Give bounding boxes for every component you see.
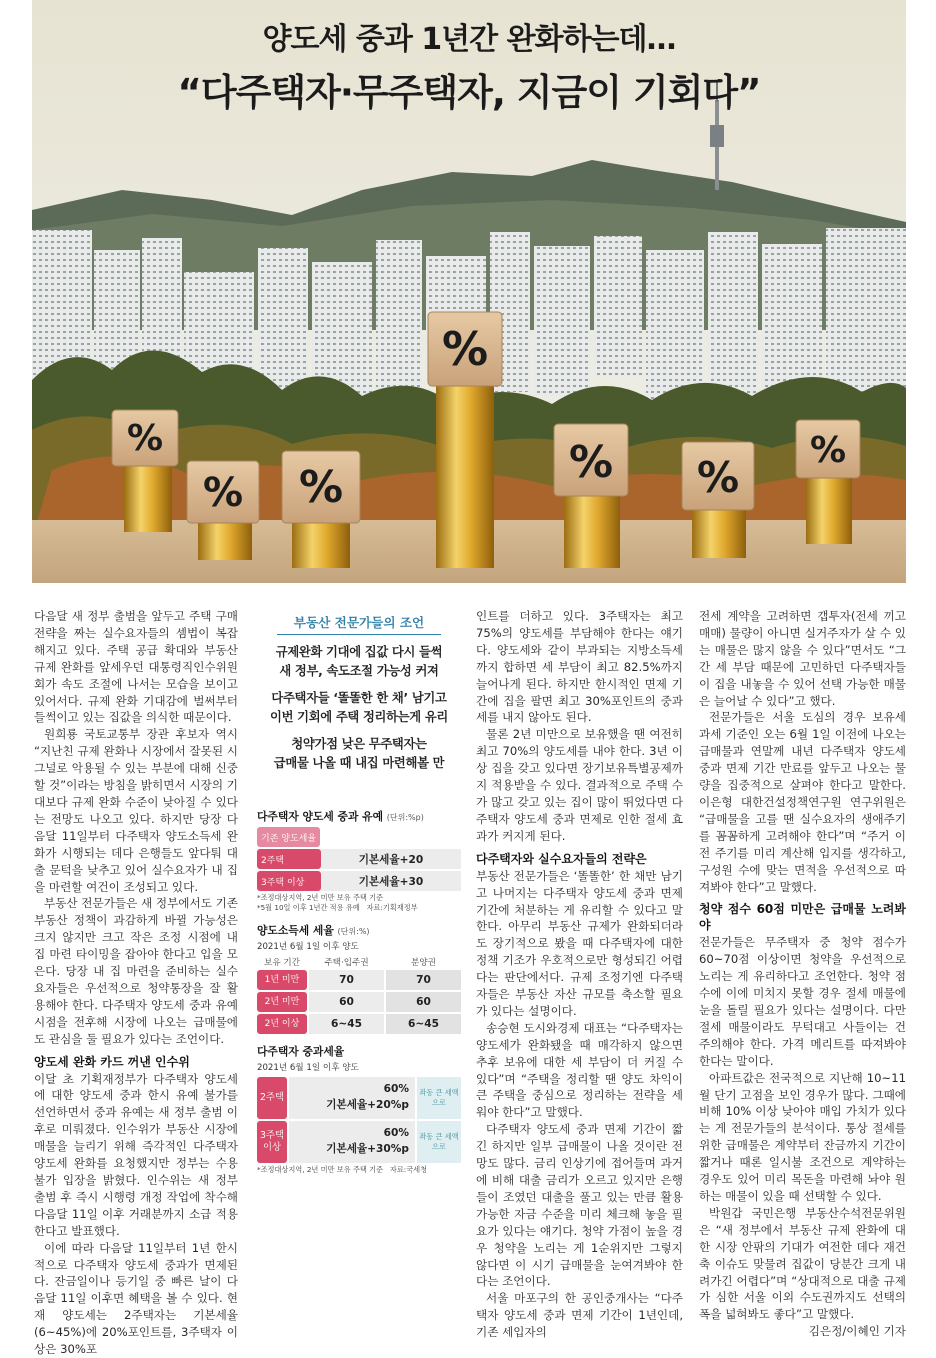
- headline-line2: “다주택자·무주택자, 지금이 기회다”: [177, 71, 761, 114]
- row-label: 2년 미만: [257, 992, 307, 1012]
- advice-text: 이번 기회에 주택 정리하는게 유리: [269, 710, 449, 724]
- paragraph: 부동산 전문가들은 새 정부에서도 기존 부동산 정책이 과감하게 바뀔 가능성은 크지 않지만 크고 작은 조정 시점에 내 집 마련 타이밍을 잡아야 한다고 입을 모은다. 당장 내 집 마련을 준비하는 실수요자들은 우선적으로 청약통장을 잘 활용해야 한다. 다주택자 양도세 중과 유예 시점을 전후해 시장에 나오는 급매물에도 관심을 둘 필요가 있다는 조언이다.: [34, 896, 238, 1046]
- row-value: 기본세율+30: [321, 871, 461, 891]
- note-text: *조정대상지역, 2년 미만 보유 주택 기준: [257, 893, 384, 902]
- paragraph: 물론 2년 미만으로 보유했을 땐 여전히 최고 70%의 양도세를 내야 한다. 3년 이상 집을 갖고 있다면 장기보유특별공제까지 적용받을 수 있다. 결과적으로 주택 수가 많고 갖고 있는 집이 많이 뛰었다면 다주택자 양도세 중과 면제로 인한 절세 효과가 커지게 된다.: [476, 727, 683, 843]
- table1-title: [257, 809, 461, 824]
- percent-icon: %: [809, 430, 847, 471]
- column-header: 보유 기간: [264, 958, 300, 968]
- advice-text: 규제완화 기대에 집값 다시 들썩: [275, 645, 443, 659]
- paragraph: 부동산 전문가들은 ‘똘똘한’ 한 채만 남기고 나머지는 다주택자 양도세 중과 면제 기간에 처분하는 게 유리할 수 있다고 말한다. 아무리 부동산 규제가 완화되더라도 장기적으로 봤을 때 다주택자에 대한 정책 기조가 우호적으로만 형성되긴 어렵다는 판단에서다. 규제 조정기엔 다주택자들은 부동산 자산 규모를 축소할 필요가 있다는 설명이다.: [476, 868, 683, 1018]
- cell-value: 70: [309, 970, 384, 990]
- table3-grid: [257, 1077, 461, 1163]
- advice-text: 청약가점 낮은 무주택자는: [291, 737, 427, 751]
- table-pill: 기존 양도세율: [257, 827, 320, 847]
- table2-title: [257, 923, 461, 938]
- divider: [277, 634, 441, 635]
- article-column-1: [34, 608, 238, 1358]
- cell-value: 60: [309, 992, 384, 1012]
- byline: 김은정/이혜인 기자: [808, 1324, 906, 1339]
- table-row: [257, 871, 461, 891]
- advice-text: 급매물 나올 때 내집 마련해볼 만: [273, 756, 445, 770]
- advice-text: 다주택자들 ‘똘똘한 한 채’ 남기고: [271, 691, 447, 705]
- note-text: *조정대상지역, 2년 미만 보유 주택 기준: [257, 1165, 384, 1174]
- paragraph: 다음달 새 정부 출범을 앞두고 주택 구매 전략을 짜는 실수요자들의 셈법이 복잡해지고 있다. 주택 공급 확대와 부동산 규제 완화를 앞세우던 대통령직인수위원회가 속도 조절에 나서는 모습을 보이고 있어서다. 규제 완화 기대감에 벌써부터 들썩이고 있는 집값을 의식한 때문이다.: [34, 609, 238, 725]
- note-text: *5월 10일 이후 1년간 적용 유예: [257, 903, 360, 912]
- cell-value: [289, 1121, 415, 1163]
- row-label: 2년 이상: [257, 1014, 307, 1034]
- cell-tag: 좌동 큰 세액으로: [417, 1077, 461, 1119]
- article-column-4: [699, 608, 906, 1340]
- advice-item: [257, 689, 461, 727]
- percent-icon: %: [696, 453, 740, 502]
- sidebar-column: [257, 606, 461, 1175]
- table-title: 양도소득세 세율: [257, 924, 334, 937]
- row-label: 2주택: [257, 849, 321, 869]
- paragraph: 박원갑 국민은행 부동산수석전문위원은 “새 정부에서 부동산 규제 완화에 대한 시장 안팎의 기대가 여전한 데다 재건축 이슈도 맞물려 집값이 당분간 크게 내려가긴 어렵다”며 “상대적으로 대출 규제가 심한 서울 이외 수도권까지도 선택의 폭을 넓혀봐도 좋다”고 말했다.: [699, 1205, 906, 1322]
- rate-bottom: 기본세율+20%p: [326, 1099, 409, 1111]
- paragraph: 전문가들은 무주택자 중 청약 점수가 60~70점 이상이면 청약을 우선적으로 노리는 게 유리하다고 조언한다. 청약 점수에 이에 미치지 못할 경우 절세 매물에 눈을 돌릴 필요가 있다는 설명이다. 다만 절세 매물이라도 무턱대고 사들이는 건 주의해야 한다. 가격 메리트를 따져봐야 한다는 말이다.: [699, 935, 906, 1068]
- cell-value: 60: [386, 992, 461, 1012]
- row-label: 3주택 이상: [257, 871, 321, 891]
- table-unit: (단위:%p): [386, 813, 424, 822]
- rate-top: 60%: [383, 1083, 409, 1095]
- article-column-3: [476, 608, 683, 1341]
- subheading: 다주택자와 실수요자들의 전략은: [476, 851, 647, 866]
- paragraph: 원희룡 국토교통부 장관 후보자 역시 “지난친 규제 완화나 시장에서 잘못된 시그널로 악용될 수 있는 부분에 대해 신중할 것”이라는 방침을 밝히면서 시장의 기대보다 규제 완화 수준이 낮아질 수 있다는 전망도 나오고 있다. 하지만 당장 다음달 11일부터 다주택자 양도소득세 완화가 시행되는 데다 은행들도 앞다퉈 대출 문턱을 낮추고 있어 실수요자가 내 집을 마련할 여건이 조성되고 있다.: [34, 727, 238, 894]
- advice-box-title: 부동산 전문가들의 조언: [293, 615, 425, 630]
- source-text: 자료:기획재정부: [366, 903, 418, 912]
- table-note: [257, 893, 461, 913]
- paragraph: 전세 계약을 고려하면 갭투자(전세 끼고 매매) 물량이 아니면 실거주자가 살 수 있는 매물은 많지 않을 수 있다”면서도 “그간 세 부담 때문에 고민하던 다주택자들이 집을 내놓을 수 있어 선택 가능한 매물은 늘어날 수 있다”고 했다.: [699, 609, 906, 708]
- table1-header: [257, 827, 461, 847]
- row-label: 1년 미만: [257, 970, 307, 990]
- paragraph: 인트를 더하고 있다. 3주택자는 최고 75%의 양도세를 부담해야 한다는 얘기다. 양도세와 같이 부과되는 지방소득세까지 합하면 세 부담이 최고 82.5%까지 늘어나게 된다. 하지만 한시적인 면제 기간에 집을 팔면 최고 30%포인트의 중과세를 내지 않아도 된다.: [476, 609, 683, 725]
- percent-icon: %: [202, 470, 244, 516]
- table-note: [257, 1165, 461, 1175]
- percent-icon: %: [568, 437, 614, 488]
- table-subtitle: 2021년 6월 1일 이후 양도: [257, 1063, 359, 1073]
- percent-icon: %: [298, 462, 344, 513]
- column-header: 주택·입주권: [324, 958, 369, 968]
- table-unit: (단위:%): [337, 927, 370, 936]
- advice-text: 새 정부, 속도조절 가능성 커져: [279, 664, 439, 678]
- table-row: [257, 849, 461, 869]
- paragraph: 다주택자 양도세 중과 면제 기간이 짧긴 하지만 일부 급매물이 나올 것이란 전망도 많다. 금리 인상기에 접어들며 과거에 비해 대출 금리가 오르고 있지만 은행들이 조였던 대출을 풀고 있는 만큼 활용 가능한 자금 수준을 미리 체크해 놓을 필요가 있다는 얘기다. 청약 가점이 높을 경우 청약을 노리는 게 1순위지만 그렇지 않다면 이 시기 급매물을 눈여겨봐야 한다는 조언이다.: [476, 1122, 683, 1289]
- hero-photo: [32, 0, 906, 583]
- table3-title: 다주택자 중과세율: [257, 1045, 345, 1058]
- subheading: 양도세 완화 카드 꺼낸 인수위: [34, 1054, 190, 1069]
- source-text: 자료:국세청: [389, 1165, 428, 1174]
- cell-value: 70: [386, 970, 461, 990]
- cell-tag: 좌동 큰 세액으로: [417, 1121, 461, 1163]
- table-title: 다주택자 양도세 중과 유예: [257, 810, 384, 823]
- rate-top: 60%: [383, 1127, 409, 1139]
- row-label: 2주택: [257, 1077, 287, 1119]
- table-subtitle: 2021년 6월 1일 이후 양도: [257, 942, 359, 952]
- subheading: 청약 점수 60점 미만은 급매물 노려봐야: [699, 902, 906, 933]
- rate-bottom: 기본세율+30%p: [326, 1143, 409, 1155]
- table2-grid: [257, 956, 461, 1034]
- percent-icon: %: [441, 322, 489, 376]
- paragraph: 이달 초 기획재정부가 다주택자 양도세에 대한 양도세 중과 한시 유예 불가를 선언하면서 중과 유예는 새 정부 출범 이후로 미뤄졌다. 인수위가 부동산 시장에 매물을 늘리기 위해 즉각적인 다주택자 양도세 완화를 요청했지만 정부는 수용 불가 입장을 밝혔다. 인수위는 새 정부 출범 후 즉시 시행령 개정 작업에 착수해 다음달 11일 이후 거래분까지 소급 적용한다고 발표했다.: [34, 1071, 238, 1238]
- advice-item: [257, 643, 461, 681]
- paragraph: 전문가들은 서울 도심의 경우 보유세 과세 기준인 오는 6월 1일 이전에 나오는 급매물과 연말께 내년 다주택자 양도세 중과 면제 기간 만료를 앞두고 나오는 물량을 집중적으로 살펴야 한다고 말한다. 이은형 대한건설정책연구원 연구위원은 “급매물을 고를 땐 실수요자의 생애주기를 꼼꼼하게 고려해야 한다”며 “주거 이전 주기를 미리 계산해 입지를 생각하고, 구성원 수에 맞는 면적을 우선적으로 따져봐야 한다”고 말했다.: [699, 710, 906, 894]
- percent-icon: %: [126, 418, 164, 459]
- cell-value: 6~45: [309, 1014, 384, 1034]
- paragraph: 서울 마포구의 한 공인중개사는 “다주택자 양도세 중과 면제 기간이 1년인데, 기존 세입자의: [476, 1291, 683, 1340]
- paragraph: 아파트값은 전국적으로 지난해 10~11월 단기 고점을 보인 경우가 많다. 그때에 비해 10% 이상 낮아야 매입 가치가 있다는 게 전문가들의 분석이다. 통상 절세를 위한 급매물은 계약부터 잔금까지 기간이 짧거나 때론 일시불 조건으로 계약하는 경우도 있어 미리 목돈을 마련해 놔야 원하는 매물이 있을 때 선택할 수 있다.: [699, 1070, 906, 1203]
- cell-value: 6~45: [386, 1014, 461, 1034]
- advice-item: [257, 735, 461, 773]
- column-header: 분양권: [411, 958, 436, 968]
- row-label: 3주택 이상: [257, 1121, 287, 1163]
- headline-line1: 양도세 중과 1년간 완화하는데…: [262, 22, 676, 57]
- paragraph: 이에 따라 다음달 11일부터 1년 한시적으로 다주택자 양도세 중과가 면제된다. 잔금일이나 등기일 중 빠른 날이 다음달 11일 이후면 혜택을 볼 수 있다. 현재 양도세는 2주택자는 기본세율(6~45%)에 20%포인트를, 3주택자 이상은 30%포: [34, 1240, 238, 1357]
- paragraph: 송승현 도시와경제 대표는 “다주택자는 양도세가 완화됐을 때 매각하지 않으면 추후 보유에 대한 세 부담이 더 커질 수 있다”며 “주택을 정리할 땐 양도 차익이 큰 주택을 중심으로 정리하는 전략을 세워야 한다”고 말했다.: [476, 1020, 683, 1120]
- cell-value: [289, 1077, 415, 1119]
- row-value: 기본세율+20: [321, 849, 461, 869]
